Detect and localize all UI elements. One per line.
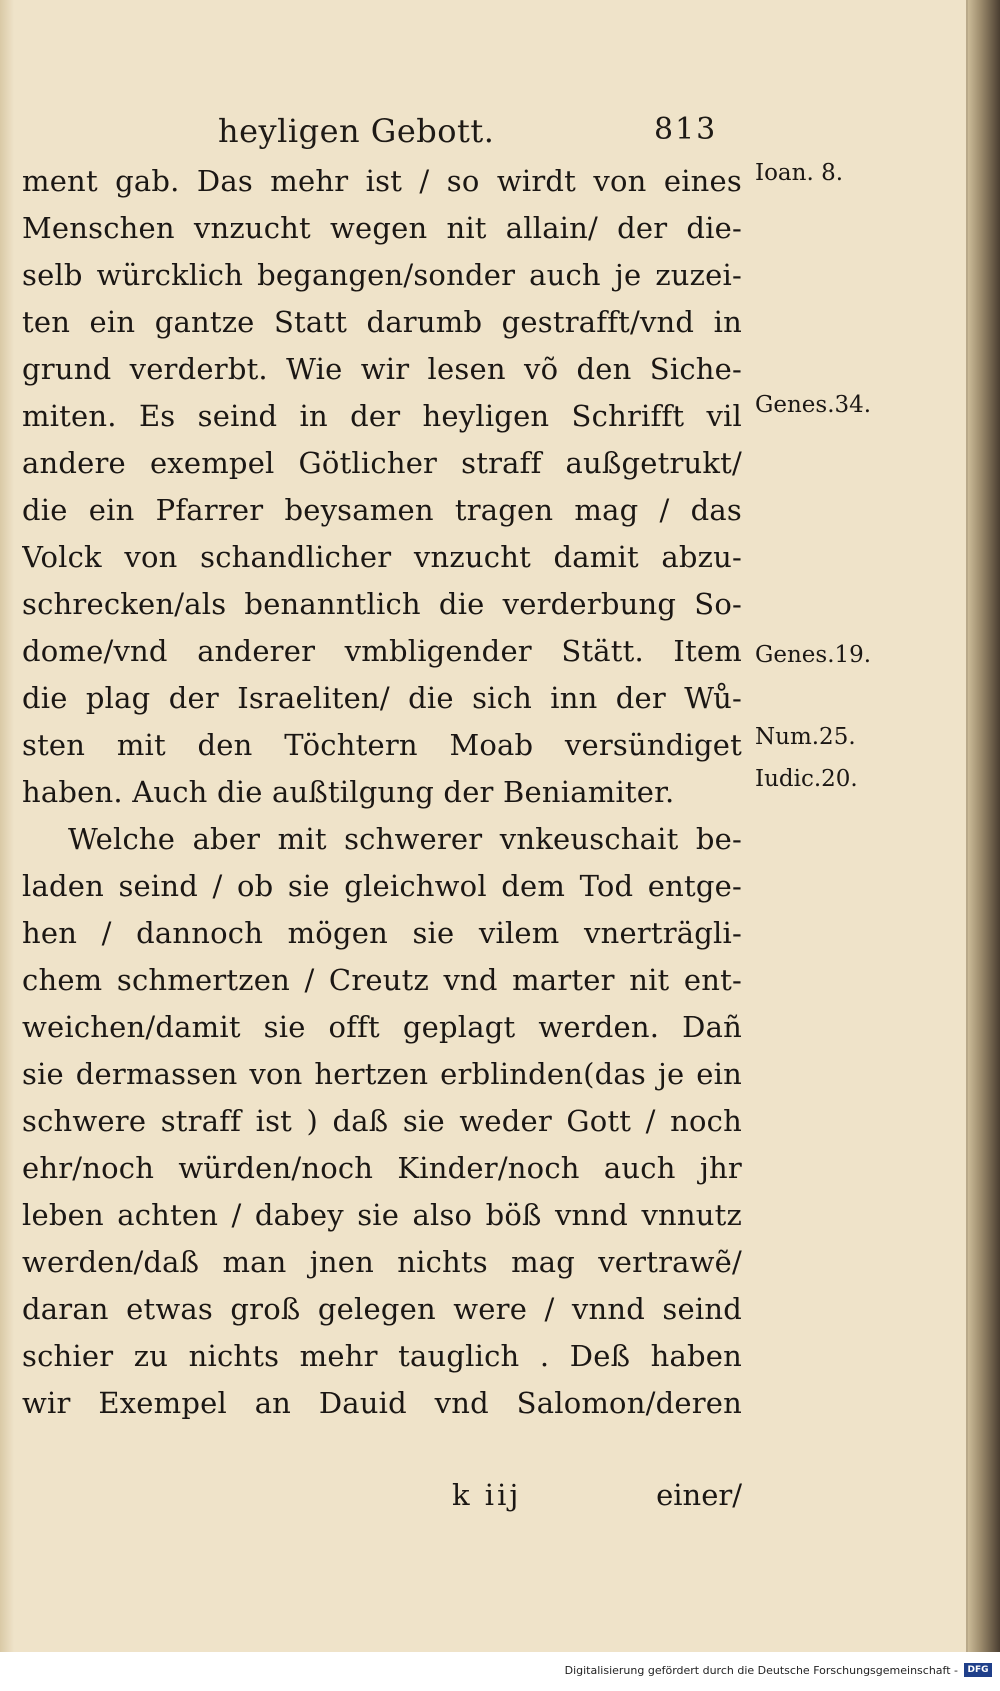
text-line: grund verderbt. Wie wir lesen võ den Siche- [22,352,742,386]
margin-note: Ioan. 8. [755,160,844,186]
dfg-logo: DFG [964,1663,992,1677]
text-line: die plag der Israeliten/ die sich inn der Wů- [22,681,742,715]
text-line: haben. Auch die außtilgung der Beniamiter. [22,775,675,809]
page-header [0,112,760,152]
text-line: selb würcklich begangen/sonder auch je zuzei- [22,258,742,292]
text-line: schier zu nichts mehr tauglich . Deß haben [22,1339,742,1373]
text-line: dome/vnd anderer vmbligender Stätt. Item [22,634,742,668]
text-line: schwere straff ist ) daß sie weder Gott / noch [22,1104,742,1138]
text-line: ehr/noch würden/noch Kinder/noch auch jhr [22,1151,742,1185]
text-line: Menschen vnzucht wegen nit allain/ der die- [22,211,742,245]
text-line: werden/daß man jnen nichts mag vertrawẽ/ [22,1245,742,1279]
margin-note: Num.25. [755,724,856,750]
margin-note: Genes.34. [755,392,872,418]
text-line: leben achten / dabey sie also böß vnnd vnnutz [22,1198,742,1232]
body-text [22,158,742,1427]
text-line: laden seind / ob sie gleichwol dem Tod entge- [22,869,742,903]
margin-note: Iudic.20. [755,766,858,792]
text-line: schrecken/als benanntlich die verderbung So- [22,587,742,621]
running-title: heyligen Gebott. [218,112,495,150]
signature-mark: k iij [452,1478,522,1512]
text-line: hen / dannoch mögen sie vilem vnerträgli- [22,916,742,950]
text-line: die ein Pfarrer beysamen tragen mag / das [22,493,742,527]
text-line: Volck von schandlicher vnzucht damit abzu- [22,540,742,574]
credit-text: Digitalisierung gefördert durch die Deutsche Forschungsgemeinschaft - [564,1664,958,1677]
text-line: weichen/damit sie offt geplagt werden. Dañ [22,1010,742,1044]
text-line: wir Exempel an Dauid vnd Salomon/deren [22,1386,742,1420]
text-line: daran etwas groß gelegen were / vnnd seind [22,1292,742,1326]
text-line: ten ein gantze Statt darumb gestrafft/vnd in [22,305,742,339]
text-line: miten. Es seind in der heyligen Schrifft vil [22,399,742,433]
text-line: sten mit den Töchtern Moab versündiget [22,728,742,762]
credit-bar [0,1652,1000,1691]
text-line: chem schmertzen / Creutz vnd marter nit ent- [22,963,742,997]
page-number: 813 [654,112,718,147]
page-footer [22,1478,742,1525]
text-line: ment gab. Das mehr ist / so wirdt von eines [22,164,742,198]
text-line: andere exempel Götlicher straff außgetrukt/ [22,446,742,480]
catchword: einer/ [656,1478,742,1512]
text-line: sie dermassen von hertzen erblinden(das je ein [22,1057,742,1091]
text-line: Welche aber mit schwerer vnkeuschait be- [68,822,742,856]
page-edge [968,0,1000,1652]
margin-note: Genes.19. [755,642,872,668]
